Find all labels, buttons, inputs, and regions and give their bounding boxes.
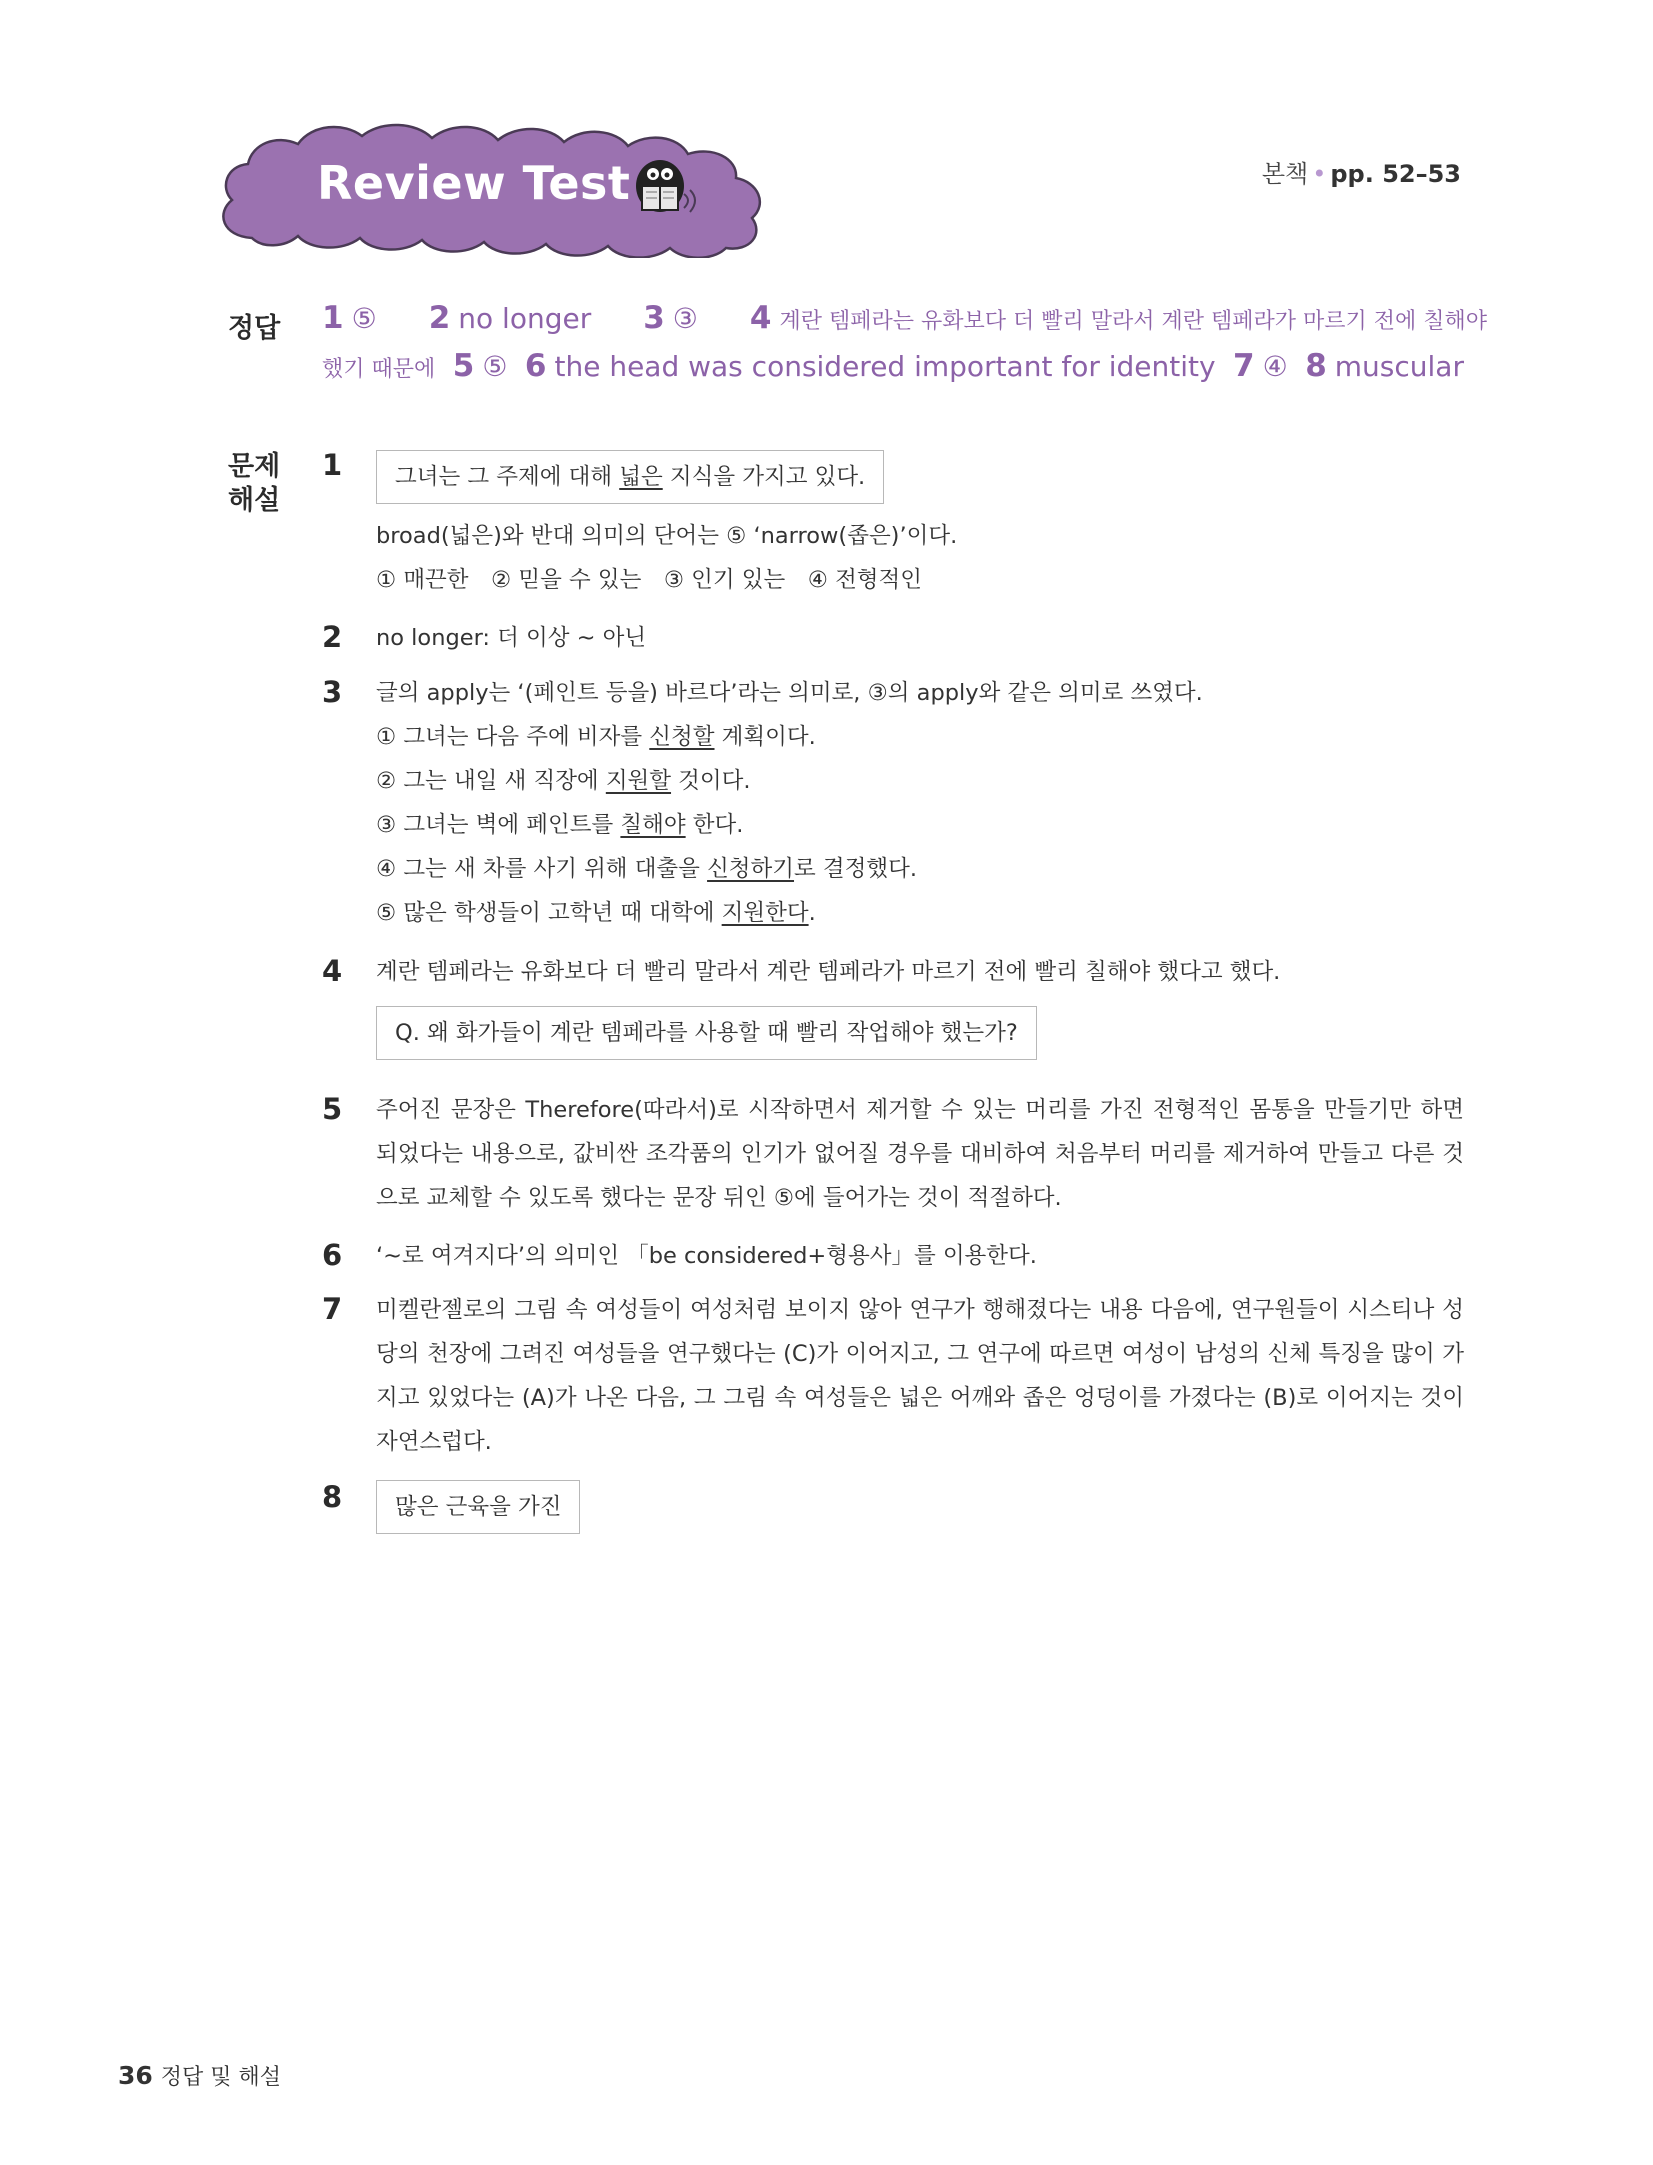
question-number: 4 <box>322 954 343 988</box>
explanations-label <box>228 450 280 518</box>
question-body <box>376 450 1464 602</box>
question-number: 1 <box>322 448 343 482</box>
answer-6 <box>525 348 1216 384</box>
box-text: 그녀는 그 주제에 대해 <box>395 464 620 490</box>
answers-line-2 <box>322 348 1464 396</box>
answer-num: 8 <box>1305 348 1327 384</box>
reading-mascot-icon <box>630 154 700 218</box>
option-2 <box>376 759 1464 803</box>
explanation-paragraph: 주어진 문장은 Therefore(따라서)로 시작하면서 제거할 수 있는 머리를 가진 전형적인 몸통을 만들기만 하면 되었다는 내용으로, 값비싼 조각품의 인기가 없어질 경우를 대비하여 처음부터 머리를 제거하여 만들고 다른 것으로 교체할 수 있도록 했다는 문장 뒤인 ⑤에 들어가는 것이 적절하다. <box>376 1097 1464 1211</box>
question-number: 2 <box>322 620 343 654</box>
answer-5 <box>453 348 508 384</box>
translation-box <box>376 450 884 504</box>
answer-num: 7 <box>1233 348 1255 384</box>
page-reference <box>1262 154 1461 189</box>
answer-box: 많은 근육을 가진 <box>376 1480 580 1534</box>
option-1 <box>376 715 1464 759</box>
question-body <box>376 1234 1464 1278</box>
question-body <box>376 671 1464 935</box>
answer-value: ④ <box>1262 350 1288 383</box>
answer-value: no longer <box>458 302 592 335</box>
explanation-line: no longer: 더 이상 ~ 아닌 <box>376 625 647 651</box>
question-number: 7 <box>322 1292 343 1326</box>
option-text: ⑤ 많은 학생들이 고학년 때 대학에 <box>376 900 722 926</box>
option-text: ① 그녀는 다음 주에 비자를 <box>376 724 650 750</box>
question-body <box>376 1480 1464 1534</box>
answer-num: 3 <box>643 300 665 336</box>
answer-value: ③ <box>672 302 698 335</box>
answers-label: 정답 <box>228 313 281 344</box>
option-text: ② 그는 내일 새 직장에 <box>376 768 606 794</box>
explanations-label-line2: 해설 <box>228 485 281 516</box>
underlined-word: 지원할 <box>605 768 672 794</box>
question-number: 5 <box>322 1092 343 1126</box>
box-text: 지식을 가지고 있다. <box>662 464 866 490</box>
page-number: 36 <box>118 2061 153 2090</box>
underlined-word: 지원한다 <box>721 900 809 926</box>
answer-num: 2 <box>428 300 451 336</box>
option-3 <box>376 803 1464 847</box>
bullet-dot-icon: • <box>1312 160 1327 188</box>
answer-value: 했기 때문에 <box>322 357 436 382</box>
answer-value: the head was considered important for identity <box>554 350 1216 383</box>
page-ref-pages: pp. 52–53 <box>1330 160 1461 188</box>
question-number: 6 <box>322 1238 343 1272</box>
underlined-word: 넓은 <box>619 464 663 490</box>
answer-7 <box>1233 348 1288 384</box>
answer-4 <box>750 300 1487 336</box>
footer-label: 정답 및 해설 <box>160 2065 282 2090</box>
answer-value: muscular <box>1334 350 1464 383</box>
answer-num: 5 <box>452 348 475 384</box>
explanation-line: broad(넓은)와 반대 의미의 단어는 ⑤ ‘narrow(좁은)’이다. <box>376 523 958 549</box>
question-number: 3 <box>322 675 343 709</box>
explanations-label-line1: 문제 <box>228 451 281 482</box>
answer-2 <box>429 300 592 336</box>
answer-value: 계란 템페라는 유화보다 더 빨리 말라서 계란 템페라가 마르기 전에 칠해야 <box>779 309 1487 334</box>
option-5 <box>376 891 1464 935</box>
answer-num: 1 <box>322 300 344 336</box>
answers-block <box>322 300 1487 396</box>
answer-8 <box>1305 348 1464 384</box>
option-text: 것이다. <box>671 768 751 794</box>
answer-value: ⑤ <box>351 302 377 335</box>
answer-value: ⑤ <box>482 350 508 383</box>
answer-num: 4 <box>749 300 772 336</box>
answer-3 <box>643 300 698 336</box>
question-number: 8 <box>322 1480 343 1514</box>
answer-num: 6 <box>524 348 547 384</box>
option-text: ④ 그는 새 차를 사기 위해 대출을 <box>376 856 708 882</box>
review-test-banner <box>212 118 802 258</box>
choices-line: ① 매끈한 ② 믿을 수 있는 ③ 인기 있는 ④ 전형적인 <box>376 567 923 593</box>
question-body <box>376 616 1464 660</box>
underlined-word: 신청하기 <box>707 856 795 882</box>
explanation-line: 글의 apply는 ‘(페인트 등을) 바르다’라는 의미로, ③의 apply와 같은 의미로 쓰였다. <box>376 680 1203 706</box>
option-text: 로 결정했다. <box>794 856 917 882</box>
option-text: 한다. <box>685 812 744 838</box>
review-test-title: Review Test <box>317 156 631 210</box>
explanation-line: ‘~로 여겨지다’의 의미인 「be considered+형용사」를 이용한다. <box>376 1243 1037 1269</box>
option-text: ③ 그녀는 벽에 페인트를 <box>376 812 621 838</box>
option-text: . <box>808 900 816 926</box>
page-ref-book: 본책 <box>1261 160 1309 188</box>
explanation-paragraph: 미켈란젤로의 그림 속 여성들이 여성처럼 보이지 않아 연구가 행해졌다는 내용 다음에, 연구원들이 시스티나 성당의 천장에 그려진 여성들을 연구했다는 (C)가 이어지고, 그 연구에 따르면 여성이 남성의 신체 특징을 많이 가지고 있었다는 (A)가 나온 다음, 그 그림 속 여성들은 넓은 어깨와 좁은 엉덩이를 가졌다는 (B)로 이어지는 것이 자연스럽다. <box>376 1297 1464 1455</box>
underlined-word: 칠해야 <box>620 812 686 838</box>
answer-4-cont <box>322 350 435 383</box>
answer-1 <box>322 300 377 336</box>
question-body <box>376 950 1464 1060</box>
option-text: 계획이다. <box>714 724 816 750</box>
page-footer <box>118 2060 281 2091</box>
option-4 <box>376 847 1464 891</box>
explanation-line: 계란 템페라는 유화보다 더 빨리 말라서 계란 템페라가 마르기 전에 빨리 칠해야 했다고 했다. <box>376 959 1281 985</box>
underlined-word: 신청할 <box>649 724 715 750</box>
answers-line-1 <box>322 300 1487 348</box>
question-box: Q. 왜 화가들이 계란 템페라를 사용할 때 빨리 작업해야 했는가? <box>376 1006 1037 1060</box>
